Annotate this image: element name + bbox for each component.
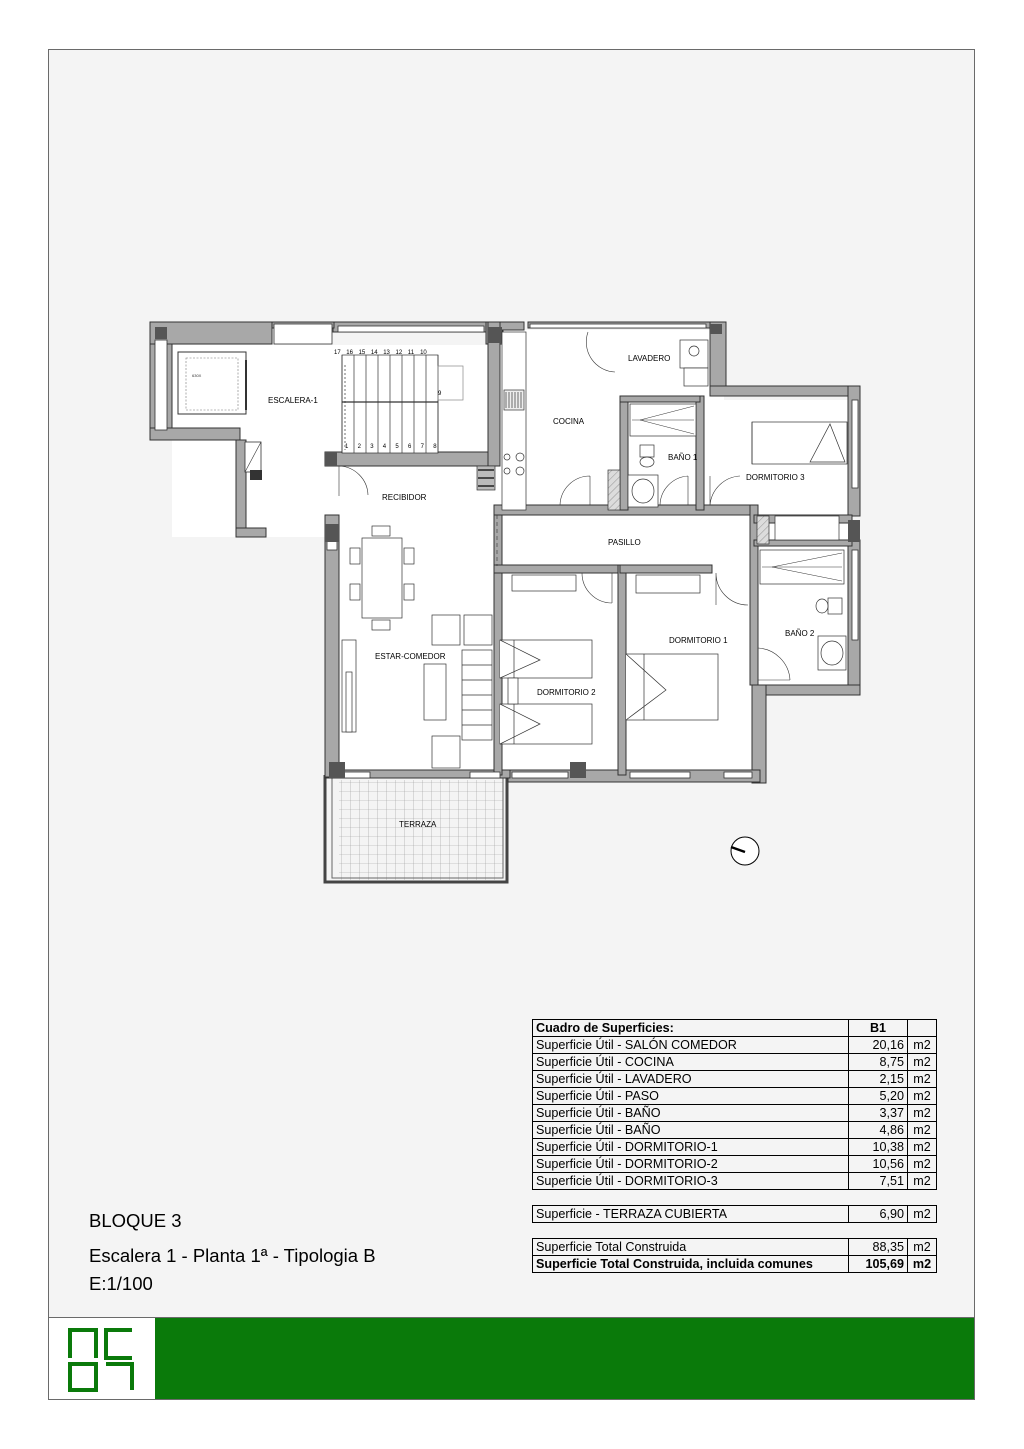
surface-label: Superficie Útil - SALÓN COMEDOR bbox=[533, 1037, 849, 1054]
room-label-recibidor: RECIBIDOR bbox=[382, 493, 427, 502]
surfaces-table bbox=[532, 1019, 937, 1273]
total-comunes-value: 105,69 bbox=[849, 1256, 908, 1273]
caption-subtitle: Escalera 1 - Planta 1ª - Tipologia B bbox=[89, 1245, 376, 1266]
north-arrow-icon bbox=[731, 837, 759, 865]
surface-label: Superficie Útil - DORMITORIO-2 bbox=[533, 1156, 849, 1173]
surface-value: 20,16 bbox=[849, 1037, 908, 1054]
surface-unit: m2 bbox=[908, 1105, 937, 1122]
stair-step-number: 1 bbox=[345, 444, 349, 450]
room-label-escalera: ESCALERA-1 bbox=[268, 396, 318, 405]
total-row bbox=[533, 1239, 937, 1256]
room-label-dormitorio-2: DORMITORIO 2 bbox=[537, 688, 596, 697]
total-value: 88,35 bbox=[849, 1239, 908, 1256]
surface-unit: m2 bbox=[908, 1173, 937, 1190]
stair-step-number: 11 bbox=[407, 350, 415, 356]
surface-value: 7,51 bbox=[849, 1173, 908, 1190]
room-label-dormitorio-3: DORMITORIO 3 bbox=[746, 473, 805, 482]
stair-step-number: 3 bbox=[370, 444, 374, 450]
room-label-pasillo: PASILLO bbox=[608, 538, 641, 547]
room-label-dormitorio-1: DORMITORIO 1 bbox=[669, 636, 728, 645]
surface-value: 10,38 bbox=[849, 1139, 908, 1156]
lift bbox=[178, 352, 246, 414]
surface-value: 10,56 bbox=[849, 1156, 908, 1173]
stair-step-number: 2 bbox=[357, 444, 361, 450]
caption-scale: E:1/100 bbox=[89, 1273, 153, 1294]
stair-step-number: 14 bbox=[370, 350, 378, 356]
surface-label: Superficie Útil - BAÑO bbox=[533, 1105, 849, 1122]
logo-icon bbox=[66, 1326, 138, 1392]
terraza-row bbox=[533, 1206, 937, 1223]
stair-step-number: 4 bbox=[382, 444, 387, 450]
stair-step-number: 10 bbox=[420, 350, 427, 356]
surface-unit: m2 bbox=[908, 1156, 937, 1173]
terraza-label: Superficie - TERRAZA CUBIERTA bbox=[533, 1206, 849, 1223]
surface-row bbox=[533, 1122, 937, 1139]
surface-row bbox=[533, 1037, 937, 1054]
total-unit: m2 bbox=[908, 1239, 937, 1256]
table-gap bbox=[533, 1223, 937, 1239]
surface-row bbox=[533, 1054, 937, 1071]
footer-bar bbox=[48, 1317, 975, 1400]
stair-step-number: 13 bbox=[383, 350, 390, 356]
room-label-terraza: TERRAZA bbox=[399, 820, 437, 829]
lift-label: 630X bbox=[192, 373, 202, 378]
surfaces-header-label: Cuadro de Superficies: bbox=[533, 1020, 849, 1037]
surface-unit: m2 bbox=[908, 1088, 937, 1105]
stair-step-number: 15 bbox=[358, 350, 366, 356]
stair-step-number: 8 bbox=[433, 444, 437, 450]
surface-unit: m2 bbox=[908, 1139, 937, 1156]
surface-label: Superficie Útil - LAVADERO bbox=[533, 1071, 849, 1088]
caption-block: BLOQUE 3 bbox=[89, 1210, 182, 1231]
total-label: Superficie Total Construida bbox=[533, 1239, 849, 1256]
surface-value: 5,20 bbox=[849, 1088, 908, 1105]
surface-row bbox=[533, 1088, 937, 1105]
surface-unit: m2 bbox=[908, 1071, 937, 1088]
surfaces-header-row bbox=[533, 1020, 937, 1037]
stair-step-number: 12 bbox=[395, 350, 403, 356]
surface-label: Superficie Útil - PASO bbox=[533, 1088, 849, 1105]
stair-step-number: 6 bbox=[408, 444, 412, 450]
surface-value: 8,75 bbox=[849, 1054, 908, 1071]
room-label-bano-2: BAÑO 2 bbox=[785, 629, 815, 638]
surface-label: Superficie Útil - DORMITORIO-3 bbox=[533, 1173, 849, 1190]
total-comunes-label: Superficie Total Construida, incluida comunes bbox=[533, 1256, 849, 1273]
surfaces-header-unit bbox=[908, 1020, 937, 1037]
surface-label: Superficie Útil - BAÑO bbox=[533, 1122, 849, 1139]
surface-label: Superficie Útil - COCINA bbox=[533, 1054, 849, 1071]
stair-step-number: 7 bbox=[420, 444, 424, 450]
total-comunes-unit: m2 bbox=[908, 1256, 937, 1273]
room-label-lavadero: LAVADERO bbox=[628, 354, 671, 363]
terraza-value: 6,90 bbox=[849, 1206, 908, 1223]
table-gap bbox=[533, 1190, 937, 1206]
room-label-bano-1: BAÑO 1 bbox=[668, 453, 698, 462]
surface-row bbox=[533, 1173, 937, 1190]
room-label-estar-comedor: ESTAR-COMEDOR bbox=[375, 652, 446, 661]
surfaces-header-col: B1 bbox=[849, 1020, 908, 1037]
surface-value: 2,15 bbox=[849, 1071, 908, 1088]
surface-value: 4,86 bbox=[849, 1122, 908, 1139]
surface-row bbox=[533, 1105, 937, 1122]
surface-row bbox=[533, 1139, 937, 1156]
surface-row bbox=[533, 1156, 937, 1173]
room-label-cocina: COCINA bbox=[553, 417, 585, 426]
footer-green-band bbox=[155, 1318, 974, 1399]
surface-unit: m2 bbox=[908, 1122, 937, 1139]
stair-step-number: 5 bbox=[395, 444, 399, 450]
terraza-unit: m2 bbox=[908, 1206, 937, 1223]
surface-value: 3,37 bbox=[849, 1105, 908, 1122]
stair-step-number: 17 bbox=[334, 350, 341, 356]
stair-step-number: 16 bbox=[346, 350, 353, 356]
surface-label: Superficie Útil - DORMITORIO-1 bbox=[533, 1139, 849, 1156]
stair-landing-number: 9 bbox=[438, 391, 442, 397]
total-comunes-row bbox=[533, 1256, 937, 1273]
surface-unit: m2 bbox=[908, 1054, 937, 1071]
surface-row bbox=[533, 1071, 937, 1088]
surface-unit: m2 bbox=[908, 1037, 937, 1054]
